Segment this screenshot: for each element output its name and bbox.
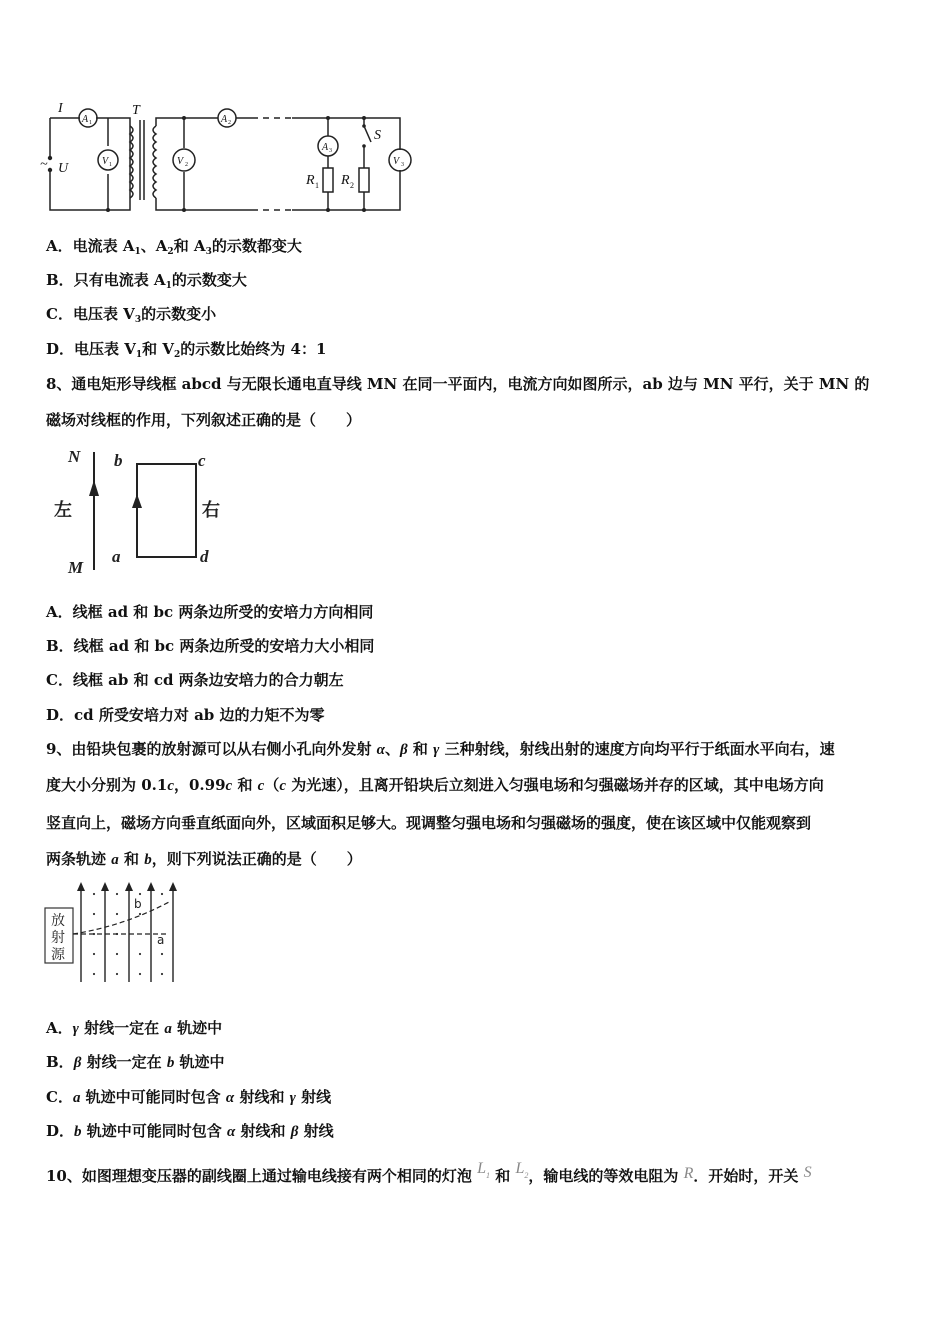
svg-text:d: d <box>200 547 209 566</box>
svg-text:a: a <box>112 547 121 566</box>
svg-text:b: b <box>134 897 142 911</box>
svg-text:I: I <box>58 101 63 116</box>
svg-text:A: A <box>82 114 89 125</box>
q7-option-b: B．只有电流表 $A_1$的示数变大 <box>46 271 247 291</box>
svg-text:b: b <box>114 451 123 470</box>
q9-option-d: D．b 轨迹中可能同时包含 α 射线和 β 射线 <box>46 1122 334 1140</box>
svg-text:U: U <box>58 161 69 176</box>
q9-option-a: A．γ 射线一定在 a 轨迹中 <box>46 1019 223 1037</box>
q8-stem-line1: 8、通电矩形导线框 abcd 与无限长通电直导线 MN 在同一平面内，电流方向如图所示，ab 边与 MN 平行，关于 MN 的 <box>46 375 870 393</box>
q8-option-a: A．线框 ad 和 bc 两条边所受的安培力方向相同 <box>46 603 374 621</box>
svg-text:3: 3 <box>329 148 332 154</box>
svg-text:A: A <box>221 114 228 125</box>
svg-text:右: 右 <box>202 500 220 521</box>
q10-stem-line1: 10、如图理想变压器的副线圈上通过输电线接有两个相同的灯泡 $L^1$ 和 $L^2$，输电线的等效电阻为 R．开始时，开关 S <box>46 1160 812 1185</box>
q9-stem-line1: 9、由铅块包裹的放射源可以从右侧小孔向外发射 α、β 和 γ 三种射线，射线出射的速度方向均平行于纸面水平向右，速 <box>46 740 835 758</box>
svg-text:a: a <box>157 933 165 947</box>
q8-option-d: D．cd 所受安培力对 ab 边的力矩不为零 <box>46 706 325 724</box>
svg-text:V: V <box>393 156 400 167</box>
svg-text:A: A <box>322 142 329 153</box>
q9-stem-line4: 两条轨迹 a 和 b，则下列说法正确的是（ ） <box>46 850 362 868</box>
svg-text:T: T <box>132 103 140 118</box>
q9-option-c: C．a 轨迹中可能同时包含 α 射线和 γ 射线 <box>46 1088 332 1106</box>
svg-text:射: 射 <box>51 930 65 946</box>
svg-text:3: 3 <box>401 162 404 168</box>
wire-and-loop-figure <box>50 442 240 576</box>
svg-text:S: S <box>374 128 381 143</box>
svg-text:M: M <box>68 558 84 576</box>
svg-text:源: 源 <box>51 947 65 963</box>
svg-text:1: 1 <box>109 162 112 168</box>
svg-text:V: V <box>102 156 109 167</box>
svg-text:2: 2 <box>350 181 354 190</box>
radiation-source-figure <box>44 880 184 986</box>
q8-stem-line2: 磁场对线框的作用，下列叙述正确的是（ ） <box>46 411 362 429</box>
q9-stem-line3: 竖直向上，磁场方向垂直纸面向外，区域面积足够大。现调整匀强电场和匀强磁场的强度，使在该区域中仅能观察到 <box>46 814 812 832</box>
svg-text:R: R <box>341 173 350 188</box>
svg-text:2: 2 <box>185 162 188 168</box>
svg-text:c: c <box>198 451 206 470</box>
svg-text:N: N <box>68 447 81 466</box>
q9-stem-line2: 度大小分别为 0.1c，0.99c 和 c（c 为光速），且离开铅块后立刻进入匀强电场和匀强磁场并存的区域，其中电场方向 <box>46 776 824 794</box>
transformer-circuit-figure <box>40 98 420 220</box>
svg-text:放: 放 <box>51 913 65 929</box>
svg-text:~: ~ <box>40 157 48 172</box>
svg-text:左: 左 <box>54 500 72 521</box>
svg-text:1: 1 <box>315 181 319 190</box>
q7-option-c: C．电压表 $V_3$的示数变小 <box>46 305 217 325</box>
q8-option-c: C．线框 ab 和 cd 两条边安培力的合力朝左 <box>46 671 344 689</box>
q8-option-b: B．线框 ad 和 bc 两条边所受的安培力大小相同 <box>46 637 375 655</box>
svg-text:2: 2 <box>228 120 231 126</box>
svg-text:R: R <box>306 173 315 188</box>
svg-text:V: V <box>177 156 184 167</box>
svg-text:1: 1 <box>89 120 92 126</box>
q9-option-b: B．β 射线一定在 b 轨迹中 <box>46 1053 225 1071</box>
q7-option-a: A．电流表 $A_1$、$A_2$和 $A_3$的示数都变大 <box>46 237 302 257</box>
q7-option-d: D．电压表 $V_1$和 $V_2$的示数比始终为 4：1 <box>46 340 327 360</box>
